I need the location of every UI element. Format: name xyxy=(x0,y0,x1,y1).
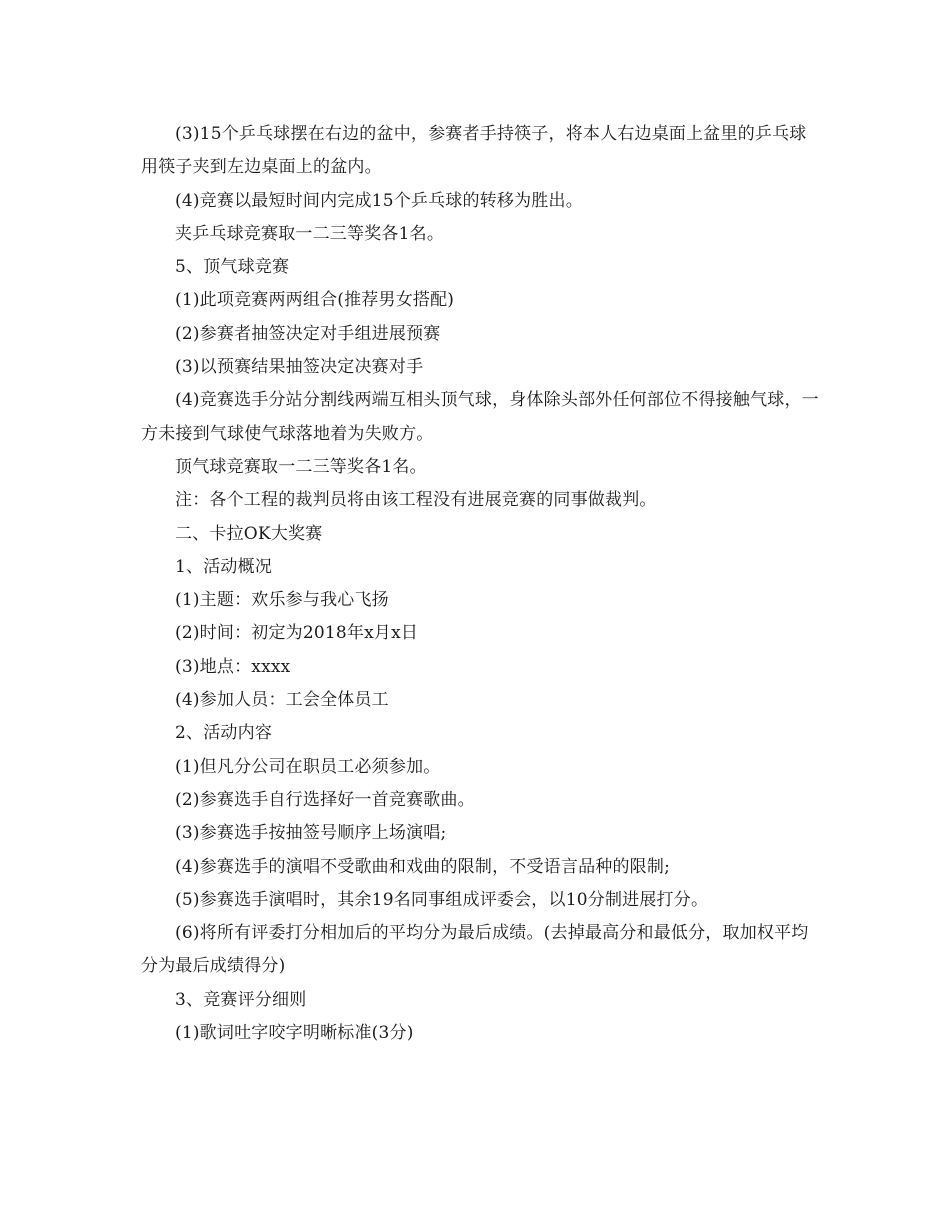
paragraph-content-6: (6)将所有评委打分相加后的平均分为最后成绩。(去掉最高分和最低分，取加权平均分为最后成绩得分) xyxy=(141,923,809,977)
paragraph-content-1: (1)但凡分公司在职员工必须参加。 xyxy=(175,756,441,777)
paragraph-content-5: (5)参赛选手演唱时，其余19名同事组成评委会，以10分制进展打分。 xyxy=(175,889,709,910)
paragraph-content-3: (3)参赛选手按抽签号顺序上场演唱; xyxy=(175,823,447,844)
subsection-heading-scoring: 3、竞赛评分细则 xyxy=(175,989,307,1010)
paragraph-balloon-rule-2: (2)参赛者抽签决定对手组进展预赛 xyxy=(175,323,441,344)
paragraph-content-2: (2)参赛选手自行选择好一首竞赛歌曲。 xyxy=(175,789,475,810)
paragraph-scoring-1: (1)歌词吐字咬字明晰标准(3分) xyxy=(175,1023,414,1044)
section-heading-balloon: 5、顶气球竞赛 xyxy=(175,257,290,278)
paragraph-balloon-rule-3: (3)以预赛结果抽签决定决赛对手 xyxy=(175,357,424,378)
paragraph-balloon-rule-4: (4)竞赛选手分站分割线两端互相头顶气球，身体除头部外任何部位不得接触气球，一方未接到气球使气球落地着为失败方。 xyxy=(141,390,819,444)
paragraph-content-4: (4)参赛选手的演唱不受歌曲和戏曲的限制，不受语言品种的限制; xyxy=(175,856,671,877)
paragraph-referee-note: 注：各个工程的裁判员将由该工程没有进展竞赛的同事做裁判。 xyxy=(175,490,657,511)
paragraph-overview-time: (2)时间：初定为2018年x月x日 xyxy=(175,623,419,644)
subsection-heading-content: 2、活动内容 xyxy=(175,723,273,744)
paragraph-chopsticks-rule: (3)15个乒乓球摆在右边的盆中，参赛者手持筷子，将本人右边桌面上盆里的乒乓球用筷子夹到左边桌面上的盆内。 xyxy=(141,124,807,178)
paragraph-overview-location: (3)地点：xxxx xyxy=(175,656,291,677)
paragraph-overview-participants: (4)参加人员：工会全体员工 xyxy=(175,690,389,711)
paragraph-chopsticks-winner: (4)竞赛以最短时间内完成15个乒乓球的转移为胜出。 xyxy=(175,190,583,211)
paragraph-overview-theme: (1)主题：欢乐参与我心飞扬 xyxy=(175,590,389,611)
subsection-heading-overview: 1、活动概况 xyxy=(175,556,273,577)
document-body xyxy=(141,118,821,1050)
paragraph-balloon-awards: 顶气球竞赛取一二三等奖各1名。 xyxy=(175,456,427,477)
section-heading-karaoke: 二、卡拉OK大奖赛 xyxy=(175,523,323,544)
paragraph-chopsticks-awards: 夹乒乓球竞赛取一二三等奖各1名。 xyxy=(175,223,445,244)
paragraph-balloon-rule-1: (1)此项竞赛两两组合(推荐男女搭配) xyxy=(175,290,455,311)
